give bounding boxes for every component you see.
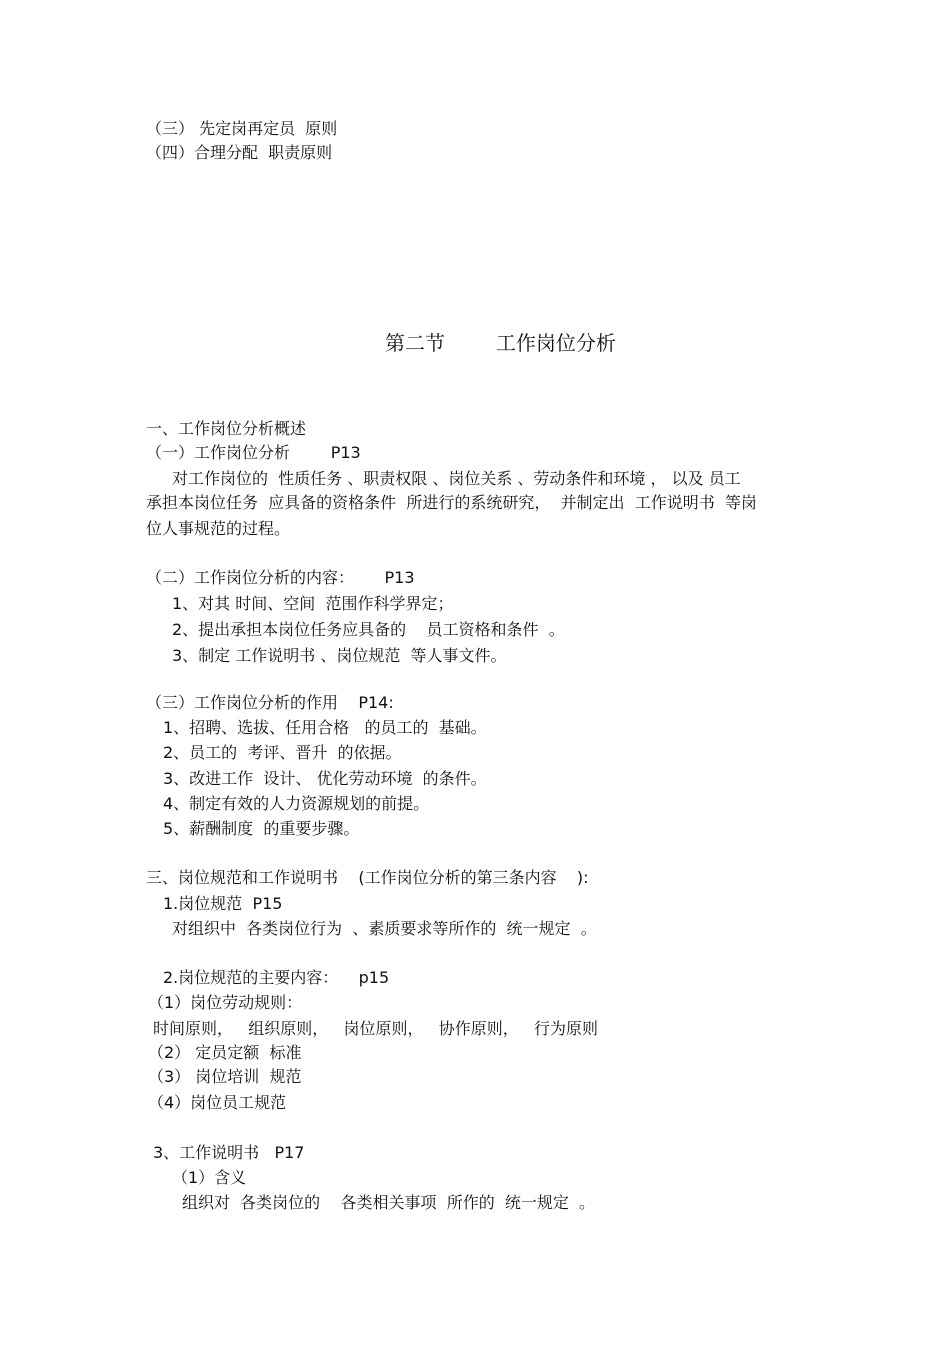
spec-item: （1）岗位劳动规则： <box>148 993 303 1012</box>
meaning-definition: 组织对 各类岗位的 各类相关事项 所作的 统一规定 。 <box>182 1193 596 1212</box>
role-item: 2、员工的 考评、晋升 的依据。 <box>163 743 402 762</box>
principle-line: （四）合理分配 职责原则 <box>146 143 333 162</box>
meaning-label: （1）含义 <box>172 1168 247 1187</box>
content-heading: （二）工作岗位分析的内容： P13 <box>146 568 415 587</box>
role-item: 1、招聘、选拔、任用合格 的员工的 基础。 <box>163 718 487 737</box>
definition-body-line: 对工作岗位的 性质任务 、职责权限 、岗位关系 、劳动条件和环境 ， 以及 员工 <box>172 469 741 488</box>
content-item: 2、提出承担本岗位任务应具备的 员工资格和条件 。 <box>172 620 565 639</box>
definition-body-line: 位人事规范的过程。 <box>146 519 291 538</box>
principle-line: （三） 先定岗再定员 原则 <box>146 119 338 138</box>
content-item: 3、制定 工作说明书 、岗位规范 等人事文件。 <box>172 646 507 665</box>
definition-heading: （一）工作岗位分析 P13 <box>146 443 361 462</box>
spec-item: 时间原则， 组织原则， 岗位原则， 协作原则， 行为原则 <box>153 1019 599 1038</box>
overview-heading: 一、工作岗位分析概述 <box>146 419 307 438</box>
spec-section-heading: 三、岗位规范和工作说明书 (工作岗位分析的第三条内容 ): <box>146 868 589 887</box>
spec-definition: 对组织中 各类岗位行为 、素质要求等所作的 统一规定 。 <box>172 919 597 938</box>
spec-label: 1.岗位规范 P15 <box>163 894 283 913</box>
spec-item: （2） 定员定额 标准 <box>148 1043 302 1062</box>
role-item: 3、改进工作 设计、 优化劳动环境 的条件。 <box>163 769 487 788</box>
spec-item: （3） 岗位培训 规范 <box>148 1067 302 1086</box>
role-item: 4、制定有效的人力资源规划的前提。 <box>163 794 430 813</box>
definition-body-line: 承担本岗位任务 应具备的资格条件 所进行的系统研究， 并制定出 工作说明书 等岗 <box>146 493 757 512</box>
role-heading: （三）工作岗位分析的作用 P14: <box>146 693 394 712</box>
spec-item: （4）岗位员工规范 <box>148 1093 287 1112</box>
job-description-heading: 3、工作说明书 P17 <box>153 1143 305 1162</box>
section-title: 第二节 工作岗位分析 <box>385 331 616 355</box>
spec-content-heading: 2.岗位规范的主要内容： p15 <box>163 968 390 987</box>
role-item: 5、薪酬制度 的重要步骤。 <box>163 819 360 838</box>
content-item: 1、对其 时间、空间 范围作科学界定； <box>172 594 454 613</box>
